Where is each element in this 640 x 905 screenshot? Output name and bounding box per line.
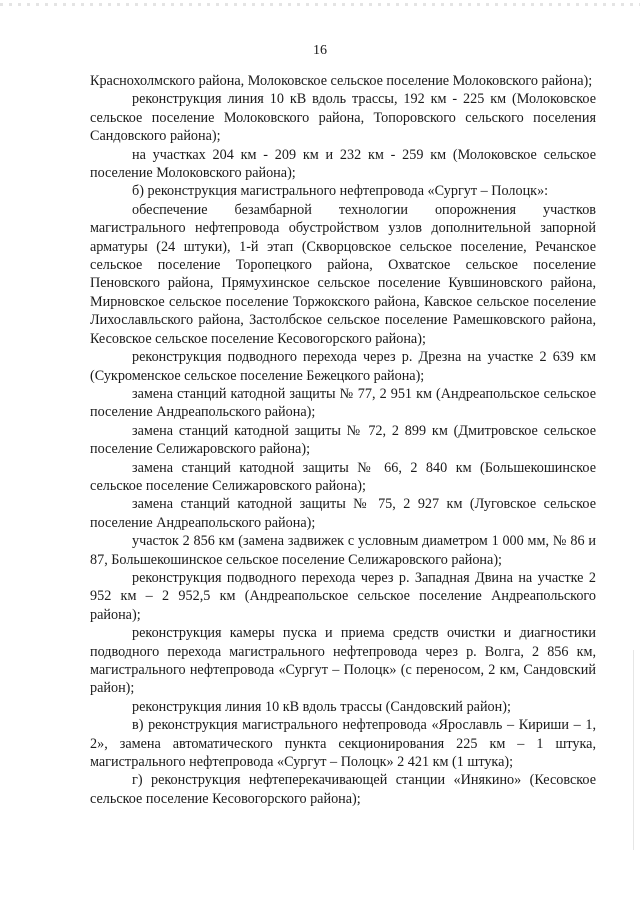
paragraph: замена станций катодной защиты № 72, 2 899 км (Дмитровское сельское поселение Селижаровского района); (90, 422, 596, 458)
paragraph: замена станций катодной защиты № 77, 2 951 км (Андреапольское сельское поселение Андреапольского района); (90, 385, 596, 421)
paragraph: на участках 204 км - 209 км и 232 км - 259 км (Молоковское сельское поселение Молоковского района); (90, 146, 596, 182)
paragraph: реконструкция камеры пуска и приема средств очистки и диагностики подводного перехода магистрального нефтепровода через р. Волга, 2 856 км, магистрального нефтепровода «Сургут – Полоцк» (с переносом, 2 км, Сандовский район); (90, 625, 596, 697)
paragraph: реконструкция линия 10 кВ вдоль трассы (Сандовский район); (132, 698, 511, 715)
paragraph: б) реконструкция магистрального нефтепровода «Сургут – Полоцк»: (132, 183, 549, 200)
paragraph: обеспечение безамбарной технологии опорожнения участков магистрального нефтепровода обустройством узлов дополнительной запорной арматуры (24 штуки), 1-й этап (Скворцовское сельское поселение, Речанское сельское поселение Торопецкого района, Охватское сельское поселение Пеновского района, Прямухинское сельское поселение Кувшиновского района, Мирновское сельское поселение Торжокского района, Кавское сельское поселение Лихославльского района, Застолбское сельское поселение Рамешковского района, Кесовское сельское поселение Кесовогорского района); (90, 201, 596, 347)
page-number: 16 (313, 43, 327, 58)
scan-edge-right (633, 650, 634, 850)
paragraph: реконструкция подводного перехода через р. Западная Двина на участке 2 952 км – 2 952,5 км (Андреапольское сельское поселение Андреапольского района); (90, 569, 596, 623)
paragraph: реконструкция подводного перехода через р. Дрезна на участке 2 639 км (Сукроменское сельское поселение Бежецкого района); (90, 349, 596, 384)
paragraph: участок 2 856 км (замена задвижек с условным диаметром 1 000 мм, № 86 и 87, Большекошинское сельское поселение Селижаровского района); (90, 533, 596, 568)
document-body (90, 72, 596, 808)
paragraph: замена станций катодной защиты № 75, 2 927 км (Луговское сельское поселение Андреапольского района); (90, 496, 596, 531)
paragraph: Краснохолмского района, Молоковское сельское поселение Молоковского района); (90, 73, 593, 89)
paragraph: в) реконструкция магистрального нефтепровода «Ярославль – Кириши – 1, 2», замена автоматического пункта секционирования 225 км – 1 штука, магистрального нефтепровода «Сургут – Полоцк» 2 421 км (1 штука); (90, 717, 596, 771)
paragraph: г) реконструкция нефтеперекачивающей станции «Инякино» (Кесовское сельское поселение Кесовогорского района); (90, 772, 596, 807)
paragraph: реконструкция линия 10 кВ вдоль трассы, 192 км - 225 км (Молоковское сельское поселение Молоковского района, Топоровского сельского поселения Сандовского района); (90, 91, 596, 145)
paragraph: замена станций катодной защиты № 66, 2 840 км (Большекошинское сельское поселение Селижаровского района); (90, 459, 596, 494)
scan-edge-top (0, 3, 640, 6)
